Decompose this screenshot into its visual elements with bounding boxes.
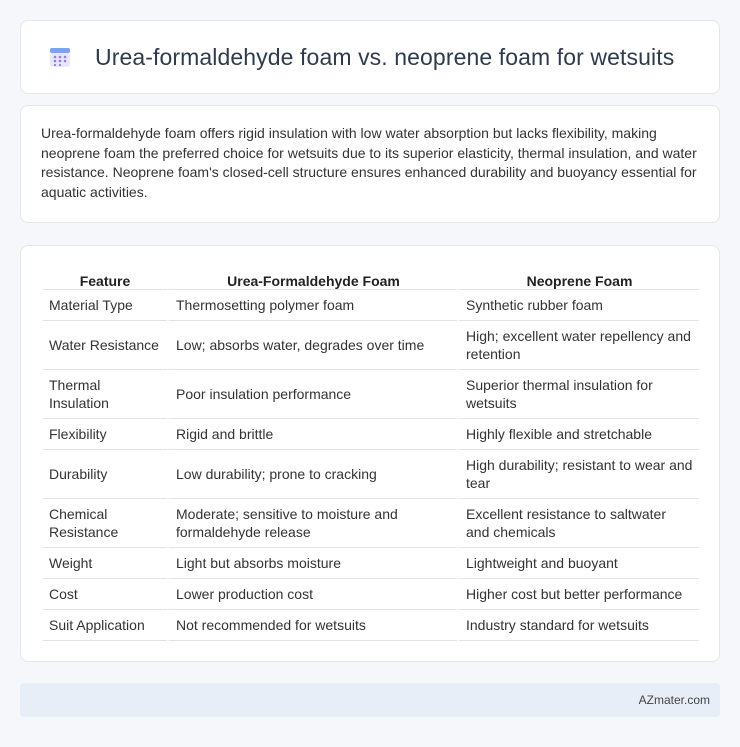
table-row — [43, 610, 699, 641]
neoprene-cell: Lightweight and buoyant — [457, 548, 699, 579]
urea-cell: Low; absorbs water, degrades over time — [167, 321, 457, 370]
feature-cell: Chemical Resistance — [43, 499, 167, 548]
neoprene-cell: High durability; resistant to wear and tear — [457, 450, 699, 499]
feature-cell: Material Type — [43, 290, 167, 321]
feature-cell: Thermal Insulation — [43, 370, 167, 419]
column-header-feature: Feature — [43, 266, 167, 290]
feature-cell: Weight — [43, 548, 167, 579]
title-row — [21, 21, 719, 93]
title-card — [20, 20, 720, 94]
feature-cell: Cost — [43, 579, 167, 610]
neoprene-cell: Higher cost but better performance — [457, 579, 699, 610]
neoprene-cell: Highly flexible and stretchable — [457, 419, 699, 450]
table-row — [43, 321, 699, 370]
comparison-table-card — [20, 245, 720, 662]
feature-cell: Water Resistance — [43, 321, 167, 370]
feature-cell: Suit Application — [43, 610, 167, 641]
urea-cell: Poor insulation performance — [167, 370, 457, 419]
summary-text: Urea-formaldehyde foam offers rigid insulation with low water absorption but lacks flexibility, making neoprene foam the preferred choice for wetsuits due to its superior elasticity, thermal insulation, and water resistance. Neoprene foam's closed-cell structure ensures enhanced durability and buoyancy essential for aquatic activities. — [41, 125, 697, 200]
neoprene-cell: Superior thermal insulation for wetsuits — [457, 370, 699, 419]
table-row — [43, 548, 699, 579]
calendar-grid-icon — [47, 44, 73, 70]
urea-cell: Rigid and brittle — [167, 419, 457, 450]
column-header-neoprene: Neoprene Foam — [457, 266, 699, 290]
page-title: Urea-formaldehyde foam vs. neoprene foam for wetsuits — [95, 43, 675, 70]
footer-site-link[interactable]: AZmater.com — [638, 693, 710, 707]
footer-bar — [20, 683, 720, 717]
neoprene-cell: Synthetic rubber foam — [457, 290, 699, 321]
urea-cell: Lower production cost — [167, 579, 457, 610]
table-header-row — [43, 266, 699, 290]
column-header-urea-formaldehyde: Urea-Formaldehyde Foam — [167, 266, 457, 290]
feature-cell: Flexibility — [43, 419, 167, 450]
table-row — [43, 370, 699, 419]
table-row — [43, 499, 699, 548]
urea-cell: Not recommended for wetsuits — [167, 610, 457, 641]
urea-cell: Thermosetting polymer foam — [167, 290, 457, 321]
table-row — [43, 579, 699, 610]
urea-cell: Low durability; prone to cracking — [167, 450, 457, 499]
table-row — [43, 419, 699, 450]
urea-cell: Moderate; sensitive to moisture and formaldehyde release — [167, 499, 457, 548]
table-row — [43, 290, 699, 321]
comparison-table — [43, 266, 699, 641]
neoprene-cell: High; excellent water repellency and retention — [457, 321, 699, 370]
summary-card — [20, 105, 720, 223]
table-row — [43, 450, 699, 499]
neoprene-cell: Industry standard for wetsuits — [457, 610, 699, 641]
urea-cell: Light but absorbs moisture — [167, 548, 457, 579]
neoprene-cell: Excellent resistance to saltwater and chemicals — [457, 499, 699, 548]
feature-cell: Durability — [43, 450, 167, 499]
